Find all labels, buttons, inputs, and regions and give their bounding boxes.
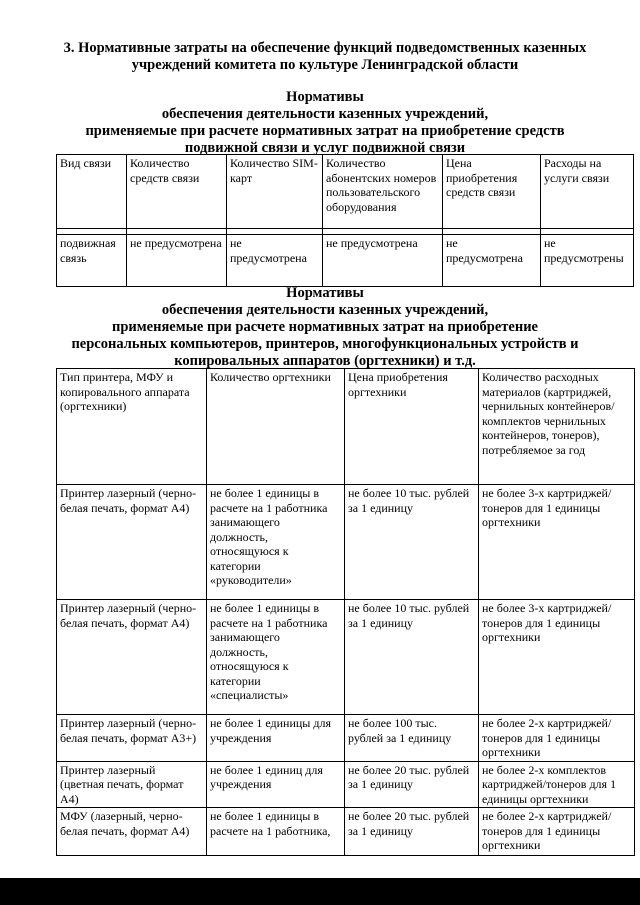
table-header-row	[57, 155, 634, 229]
header-cell: Количество абонентских номеров пользовательского оборудования	[323, 155, 443, 229]
table-cell: не предусмотрена	[227, 235, 323, 287]
header-cell: Тип принтера, МФУ и копировального аппарата (оргтехники)	[57, 369, 207, 485]
norm1-title: Нормативы	[286, 89, 364, 105]
header-cell: Количество расходных материалов (картриджей, чернильных контейнеров/комплектов чернильных контейнеров, тонеров), потребляемое за год	[479, 369, 635, 485]
header-cell: Количество средств связи	[127, 155, 227, 229]
table-row	[57, 485, 635, 600]
table-cell: МФУ (лазерный, черно-белая печать, формат А4)	[57, 808, 207, 856]
norm1-line3: подвижной связи и услуг подвижной связи	[184, 140, 466, 156]
norm1-line1: обеспечения деятельности казенных учреждений,	[161, 106, 489, 122]
table-row	[57, 715, 635, 762]
table-cell: не более 20 тыс. рублей за 1 единицу	[345, 808, 479, 856]
table-cell: не более 3-х картриджей/тонеров для 1 единицы оргтехники	[479, 485, 635, 600]
table-cell: Принтер лазерный (цветная печать, формат А4)	[57, 761, 207, 808]
section-heading: 3. Нормативные затраты на обеспечение функций подведомственных казенных учреждений комитета по культуре Ленинградской области	[63, 40, 587, 73]
scan-bottom-edge	[0, 878, 640, 905]
table-cell: не более 1 единиц для учреждения	[207, 761, 345, 808]
table-cell: не предусмотрена	[323, 235, 443, 287]
table-cell: не предусмотрена	[443, 235, 541, 287]
table-cell: подвижная связь	[57, 235, 127, 287]
header-cell: Количество SIM-карт	[227, 155, 323, 229]
table-cell: не более 1 единицы в расчете на 1 работника,	[207, 808, 345, 856]
table-cell: не более 2-х картриджей/тонеров для 1 единицы оргтехники	[479, 808, 635, 856]
table-row	[57, 600, 635, 715]
norm2-title: Нормативы	[286, 285, 364, 301]
table-cell: не более 3-х картриджей/тонеров для 1 единицы оргтехники	[479, 600, 635, 715]
table-cell: Принтер лазерный (черно-белая печать, формат А4)	[57, 485, 207, 600]
table-cell: Принтер лазерный (черно-белая печать, формат А3+)	[57, 715, 207, 762]
header-cell: Вид связи	[57, 155, 127, 229]
header-cell: Цена приобретения средств связи	[443, 155, 541, 229]
office-equipment-table	[56, 368, 635, 856]
table-cell: не более 2-х картриджей/тонеров для 1 единицы оргтехники	[479, 715, 635, 762]
table-cell: не более 1 единицы в расчете на 1 работника занимающего должность, относящуюся к категории «руководители»	[207, 485, 345, 600]
table-cell: не более 100 тыс. рублей за 1 единицу	[345, 715, 479, 762]
table-row	[57, 761, 635, 808]
table-cell: не более 10 тыс. рублей за 1 единицу	[345, 600, 479, 715]
header-cell: Количество оргтехники	[207, 369, 345, 485]
table-row	[57, 235, 634, 287]
table-row	[57, 808, 635, 856]
norm2-title-block	[30, 285, 620, 370]
table-cell: не предусмотрена	[127, 235, 227, 287]
mobile-communication-table	[56, 154, 634, 287]
norm1-line2: применяемые при расчете нормативных затрат на приобретение средств	[85, 123, 565, 139]
table-cell: не предусмотрены	[541, 235, 634, 287]
table-cell: не более 2-х комплектов картриджей/тонеров для 1 единицы оргтехники	[479, 761, 635, 808]
norm1-title-block	[30, 89, 620, 157]
table-cell: Принтер лазерный (черно-белая печать, формат А4)	[57, 600, 207, 715]
table-cell: не более 20 тыс. рублей за 1 единицу	[345, 761, 479, 808]
header-cell: Расходы на услуги связи	[541, 155, 634, 229]
norm2-line3: персональных компьютеров, принтеров, многофункциональных устройств и	[71, 336, 579, 352]
norm2-line2: применяемые при расчете нормативных затрат на приобретение	[112, 319, 538, 335]
table-cell: не более 10 тыс. рублей за 1 единицу	[345, 485, 479, 600]
header-cell: Цена приобретения оргтехники	[345, 369, 479, 485]
norm2-line4: копировальных аппаратов (оргтехники) и т.д.	[174, 353, 476, 369]
table-header-row	[57, 369, 635, 485]
table-cell: не более 1 единицы в расчете на 1 работника занимающего должность, относящуюся к категории «специалисты»	[207, 600, 345, 715]
norm2-line1: обеспечения деятельности казенных учреждений,	[161, 302, 489, 318]
table-cell: не более 1 единицы для учреждения	[207, 715, 345, 762]
